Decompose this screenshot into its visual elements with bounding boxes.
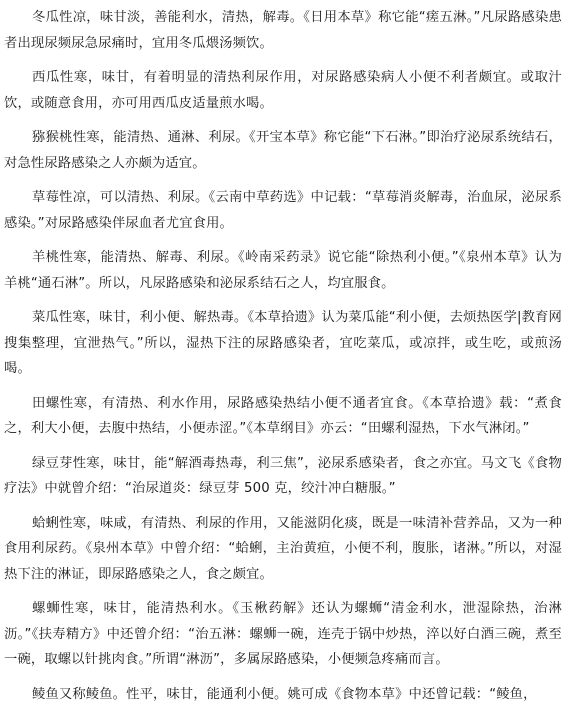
paragraph-watermelon: 西瓜性寒，味甘，有着明显的清热利尿作用，对尿路感染病人小便不利者颇宜。或取汁饮，或随意食用，亦可用西瓜皮适量煎水喝。	[4, 70, 562, 111]
paragraph-kiwifruit: 猕猴桃性寒，能清热、通淋、利尿。《开宝本草》称它能“下石淋。”即治疗泌尿系统结石，对急性尿路感染之人亦颇为适宜。	[4, 130, 562, 171]
paragraph-field-snail: 田螺性寒，有清热、利水作用，尿路感染热结小便不通者宜食。《本草拾遗》载：“煮食之，利大小便，去腹中热结，小便赤涩。”《本草纲目》亦云：“田螺利湿热，下水气淋闭。”	[4, 395, 562, 436]
paragraph-mung-bean-sprout: 绿豆芽性寒，味甘，能“解酒毒热毒，利三焦”，泌尿系感染者，食之亦宜。马文飞《食物疗法》中就曾介绍：“治尿道炎：绿豆芽 500 克，绞汁冲白糖服。”	[4, 455, 562, 496]
article-body	[4, 5, 562, 716]
paragraph-snake-melon: 菜瓜性寒，味甘，利小便、解热毒。《本草拾遗》认为菜瓜能“利小便，去烦热医学|教育网搜集整理，宜泄热气。”所以，湿热下注的尿路感染者，宜吃菜瓜，或凉拌，或生吃，或煎汤喝。	[4, 310, 562, 376]
paragraph-river-snail: 螺蛳性寒，味甘，能清热利水。《玉楸药解》还认为螺蛳“清金利水，泄湿除热，治淋沥。”《扶寿精方》中还曾介绍：“治五淋：螺蛳一碗，连壳于锅中炒热，淬以好白酒三碗，煮至一碗，取螺以针挑肉食。”所谓“淋沥”，多属尿路感染，小便频急疼痛而言。	[4, 601, 562, 667]
paragraph-strawberry: 草莓性凉，可以清热、利尿。《云南中草药选》中记载：“草莓消炎解毒，治血尿，泌尿系感染。”对尿路感染伴尿血者尤宜食用。	[4, 190, 562, 231]
paragraph-winter-melon: 冬瓜性凉，味甘淡，善能利水，清热，解毒。《日用本草》称它能“瘥五淋。”凡尿路感染患者出现尿频尿急尿痛时，宜用冬瓜煨汤频饮。	[4, 10, 562, 51]
paragraph-mud-carp: 鲮鱼又称鲮鱼。性平，味甘，能通利小便。姚可成《食物本草》中还曾记载：“鲮鱼，	[32, 686, 537, 702]
paragraph-carambola: 羊桃性寒，能清热、解毒、利尿。《岭南采药录》说它能“除热利小便。”《泉州本草》认为羊桃“通石淋”。所以，凡尿路感染和泌尿系结石之人，均宜服食。	[4, 250, 562, 291]
paragraph-clam: 蛤蜊性寒，味咸，有清热、利尿的作用，又能滋阴化痰，既是一味清补营养品，又为一种食用利尿药。《泉州本草》中曾介绍：“蛤蜊，主治黄疸，小便不利，腹胀，诸淋。”所以，对湿热下注的淋证，即尿路感染之人，食之颇宜。	[4, 515, 562, 582]
